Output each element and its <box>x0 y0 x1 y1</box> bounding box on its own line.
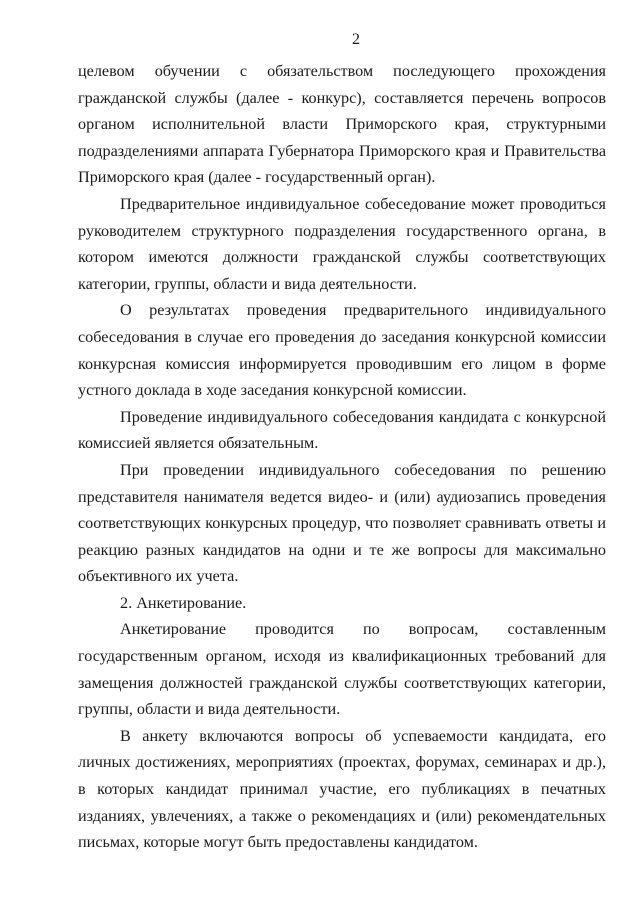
paragraph-5: При проведении индивидуального собеседования по решению представителя нанимателя ведется видео- и (или) аудиозапись проведения соответствующих конкурсных процедур, что позволяет сравнивать ответы и реакцию разных кандидатов на одни и те же вопросы для максимально объективного их учета. <box>78 460 606 586</box>
paragraph-2: Предварительное индивидуальное собеседование может проводиться руководителем структурного подразделения государственного органа, в котором имеются должности гражданской службы соответствующих категории, группы, области и вида деятельности. <box>78 194 606 293</box>
document-page <box>78 30 606 856</box>
paragraph-1: целевом обучении с обязательством последующего прохождения гражданской службы (далее - конкурс), составляется перечень вопросов органом исполнительной власти Приморского края, структурными подразделениями аппарата Губернатора Приморского края и Правительства Приморского края (далее - государственный орган). <box>78 62 606 187</box>
paragraph-3: О результатах проведения предварительного индивидуального собеседования в случае его проведения до заседания конкурсной комиссии конкурсная комиссия информируется проводившим его лицом в форме устного доклада в ходе заседания конкурсной комиссии. <box>78 301 606 400</box>
page-number: 2 <box>352 31 360 48</box>
paragraph-6: Анкетирование проводится по вопросам, составленным государственным органом, исходя из квалификационных требований для замещения должностей гражданской службы соответствующих категории, группы, области и вида деятельности. <box>78 620 606 719</box>
paragraph-7: В анкету включаются вопросы об успеваемости кандидата, его личных достижениях, мероприятиях (проектах, форумах, семинарах и др.), в которых кандидат принимал участие, его публикациях в печатных изданиях, увлечениях, а также о рекомендациях и (или) рекомендательных письмах, которые могут быть предоставлены кандидатом. <box>78 726 606 852</box>
section-heading-questionnaire: 2. Анкетирование. <box>120 593 247 612</box>
paragraph-4: Проведение индивидуального собеседования кандидата с конкурсной комиссией является обязательным. <box>78 407 606 453</box>
